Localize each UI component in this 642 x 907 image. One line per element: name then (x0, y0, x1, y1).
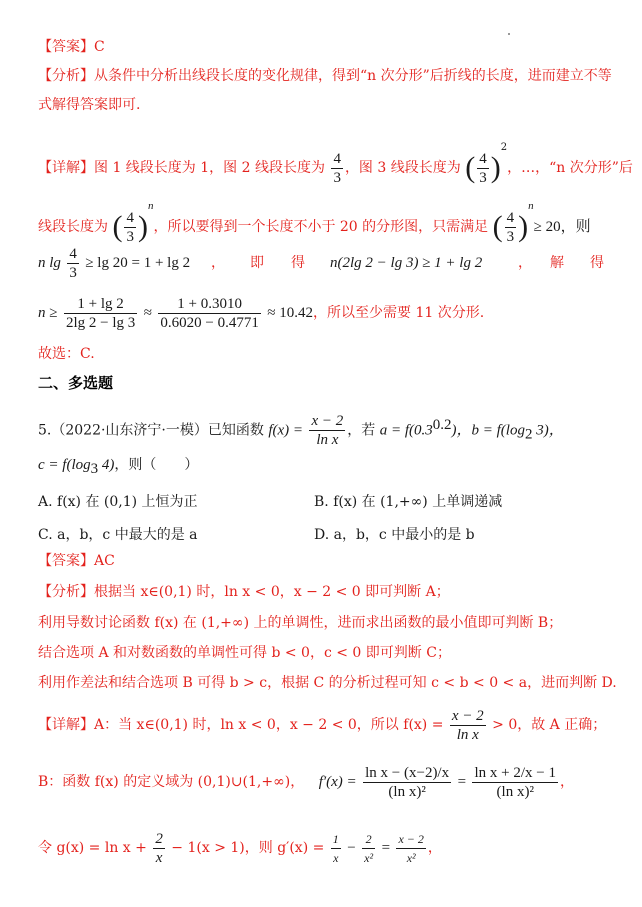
frac-den: 3 (479, 169, 487, 186)
frac-den: x (333, 850, 339, 865)
frac-den: (ln x)² (388, 783, 426, 800)
detail-text: > 0，故 A 正确； (492, 717, 607, 733)
frac-num: 4 (479, 150, 487, 167)
section-heading (38, 374, 113, 392)
frac-num: 1 + lg 2 (64, 295, 137, 314)
exponent: n (528, 200, 534, 212)
analysis-tag: 【分析】 (38, 68, 94, 84)
frac-num: 4 (126, 209, 134, 226)
math-text: ，b = f(log (456, 422, 525, 439)
power-4-3-n: ( $\frac{4}{3}$ )$^n$ (112, 200, 154, 245)
frac-num: 4 (333, 150, 341, 167)
math-text: f(x) = (268, 422, 304, 439)
answer-tag: 【答案】 (38, 553, 94, 569)
answer-value: AC (94, 553, 115, 569)
option-text: C. a，b，c 中最大的是 a (38, 527, 198, 543)
question-text: ，若 (347, 422, 376, 439)
analysis-tag: 【分析】 (38, 584, 94, 600)
option-a (38, 493, 198, 511)
frac-num: ln x + 2/x − 1 (474, 764, 556, 781)
detail-line-2 (38, 186, 591, 247)
subscript: 2 (524, 426, 533, 443)
punct: ， (211, 255, 225, 271)
detail2-line-g (38, 828, 442, 868)
analysis2-line-2 (38, 614, 562, 632)
frac-num: x − 2 (311, 413, 344, 430)
exponent: 0.2 (432, 417, 452, 433)
math-text: ≥ lg 20 = 1 + lg 2 (85, 255, 191, 271)
section-title: 二、多选题 (38, 374, 114, 392)
math-text: c = f(log (38, 457, 91, 473)
fraction-2-x (153, 830, 165, 867)
analysis2-line-4 (38, 674, 617, 692)
fraction-derivative (363, 764, 451, 801)
option-c (38, 526, 198, 544)
detail2-line-b (38, 760, 574, 804)
analysis-text-cont: 式解得答案即可. (38, 97, 141, 113)
frac-den: (ln x)² (496, 783, 534, 800)
frac-den: 0.6020 − 0.4771 (160, 314, 259, 331)
frac-num: 2 (155, 830, 163, 847)
detail-text: 线段长度为 (38, 219, 108, 235)
math-text: 3)， (532, 422, 564, 439)
math-text: 4) (98, 457, 115, 473)
exponent: 2 (500, 142, 508, 153)
analysis-text: 利用导数讨论函数 f(x) 在 (1,+∞) 上的单调性，进而求出函数的最小值即可判断 B； (38, 615, 563, 631)
detail-text: ，图 3 线段长度为 (344, 160, 461, 176)
option-text: D. a，b，c 中最小的是 b (314, 527, 475, 543)
option-d (314, 526, 475, 544)
frac-num: 4 (506, 209, 515, 226)
power-4-3-squared: ( $\frac{4}{3}$ )$^2$ (465, 142, 508, 186)
detail-line-4 (38, 293, 484, 333)
frac-num: x − 2 (396, 830, 425, 849)
math-text: − (347, 840, 356, 856)
frac-den: 3 (506, 228, 515, 245)
analysis-line-2 (38, 96, 140, 114)
frac-den: 2lg 2 − lg 3 (65, 314, 136, 331)
detail-line-1 (38, 128, 633, 188)
option-b (314, 493, 502, 511)
detail-text: 令 g(x) = ln x + (38, 840, 147, 856)
question-5-line-2 (38, 456, 198, 478)
word: 得 (590, 255, 604, 271)
fraction-fx (450, 707, 486, 744)
math-text: ) (451, 422, 457, 439)
analysis2-line-3 (38, 644, 451, 662)
fraction-fx (309, 412, 345, 449)
fraction-x-2-x2 (396, 830, 425, 867)
frac-num: 1 + 0.3010 (158, 295, 260, 314)
answer-tag: 【答案】 (38, 39, 94, 55)
analysis-text: 根据当 x∈(0,1) 时，ln x < 0，x − 2 < 0 即可判断 A； (94, 584, 450, 600)
frac-den: x (155, 849, 163, 866)
word: 即 (250, 255, 264, 271)
answer-line-2 (38, 552, 115, 570)
fraction-lg (64, 295, 137, 332)
word: 解 (550, 255, 564, 271)
option-text: A. f(x) 在 (0,1) 上恒为正 (38, 494, 198, 510)
math-text: ≈ (143, 305, 152, 321)
math-text: = (457, 774, 467, 790)
exponent: n (147, 200, 154, 212)
detail-text: 图 1 线段长度为 1，图 2 线段长度为 (94, 160, 325, 176)
detail-text: − 1(x > 1)，则 g′(x) = (171, 840, 325, 856)
stray-dot (508, 33, 510, 35)
punct: ， (518, 255, 532, 271)
fraction-4-3 (331, 150, 343, 187)
analysis-text: 利用作差法和结合选项 B 可得 b > c，根据 C 的分析过程可知 c < b < 0 < a，进而判断 D. (38, 675, 617, 691)
math-text: n ≥ (38, 305, 58, 321)
question-text: ，则（ ） (114, 457, 199, 473)
frac-den: x² (364, 850, 374, 865)
punct: ， (560, 774, 574, 790)
frac-den: 3 (126, 228, 134, 245)
frac-den: ln x (316, 432, 339, 449)
answer-value: C (94, 39, 105, 55)
answer-line-1 (38, 38, 105, 56)
frac-num: x − 2 (451, 707, 484, 724)
frac-den: x² (406, 850, 416, 865)
fraction-4-3 (505, 209, 517, 246)
detail-text: ，所以至少需要 11 次分形. (313, 305, 485, 321)
math-text: ≈ 10.42 (267, 305, 314, 321)
power-4-3-n-ineq: ( $\frac{4}{3}$ )$^n$ (492, 200, 534, 245)
detail-text: ≥ 20，则 (533, 219, 591, 235)
fraction-2-x2 (362, 830, 375, 867)
fraction-1-x (331, 830, 341, 867)
word: 得 (291, 255, 305, 271)
fraction-derivative-simplified (472, 764, 558, 801)
detail-tag: 【详解】 (38, 717, 94, 733)
fraction-4-3 (477, 150, 489, 187)
detail-text: ，…，“n 次分形”后 (507, 160, 633, 176)
analysis-text: 结合选项 A 和对数函数的单调性可得 b < 0，c < 0 即可判断 C； (38, 645, 451, 661)
detail-tag: 【详解】 (38, 160, 94, 176)
frac-num: 2 (362, 830, 375, 849)
detail-line-3 (38, 243, 604, 283)
frac-num: 1 (331, 830, 341, 849)
math-text: = (381, 840, 391, 856)
choice-line-1 (38, 345, 95, 363)
detail-text: ，所以要得到一个长度不小于 20 的分形图，只需满足 (153, 219, 489, 235)
analysis2-line-1 (38, 583, 450, 601)
analysis-line-1 (38, 67, 612, 85)
subscript: 3 (90, 460, 99, 477)
frac-den: 3 (333, 169, 341, 186)
frac-num: 4 (69, 245, 77, 262)
punct: ， (427, 840, 442, 856)
option-text: B. f(x) 在 (1,+∞) 上单调递减 (314, 494, 503, 510)
math-text: a = f(0.3 (379, 422, 433, 439)
fraction-4-3 (67, 245, 79, 282)
math-text: n(2lg 2 − lg 3) ≥ 1 + lg 2 (330, 255, 483, 271)
math-text: f′(x) = (318, 774, 357, 790)
math-text: n lg (38, 255, 61, 271)
frac-den: ln x (456, 726, 479, 743)
detail-text: B：函数 f(x) 的定义域为 (0,1)∪(1,+∞)， (38, 774, 305, 790)
frac-den: 3 (69, 264, 77, 281)
fraction-4-3 (124, 209, 136, 246)
analysis-text: 从条件中分析出线段长度的变化规律，得到“n 次分形”后折线的长度，进而建立不等 (94, 68, 612, 84)
fraction-numeric (158, 295, 260, 332)
question-5-line-1 (38, 405, 564, 454)
question-text: 5.（2022·山东济宁·一模）已知函数 (38, 422, 264, 439)
choice-text: 故选：C. (38, 346, 95, 362)
frac-num: ln x − (x−2)/x (365, 764, 450, 781)
detail-text: A：当 x∈(0,1) 时，ln x < 0，x − 2 < 0，所以 f(x) = (94, 717, 444, 733)
detail2-line-a (38, 705, 606, 745)
